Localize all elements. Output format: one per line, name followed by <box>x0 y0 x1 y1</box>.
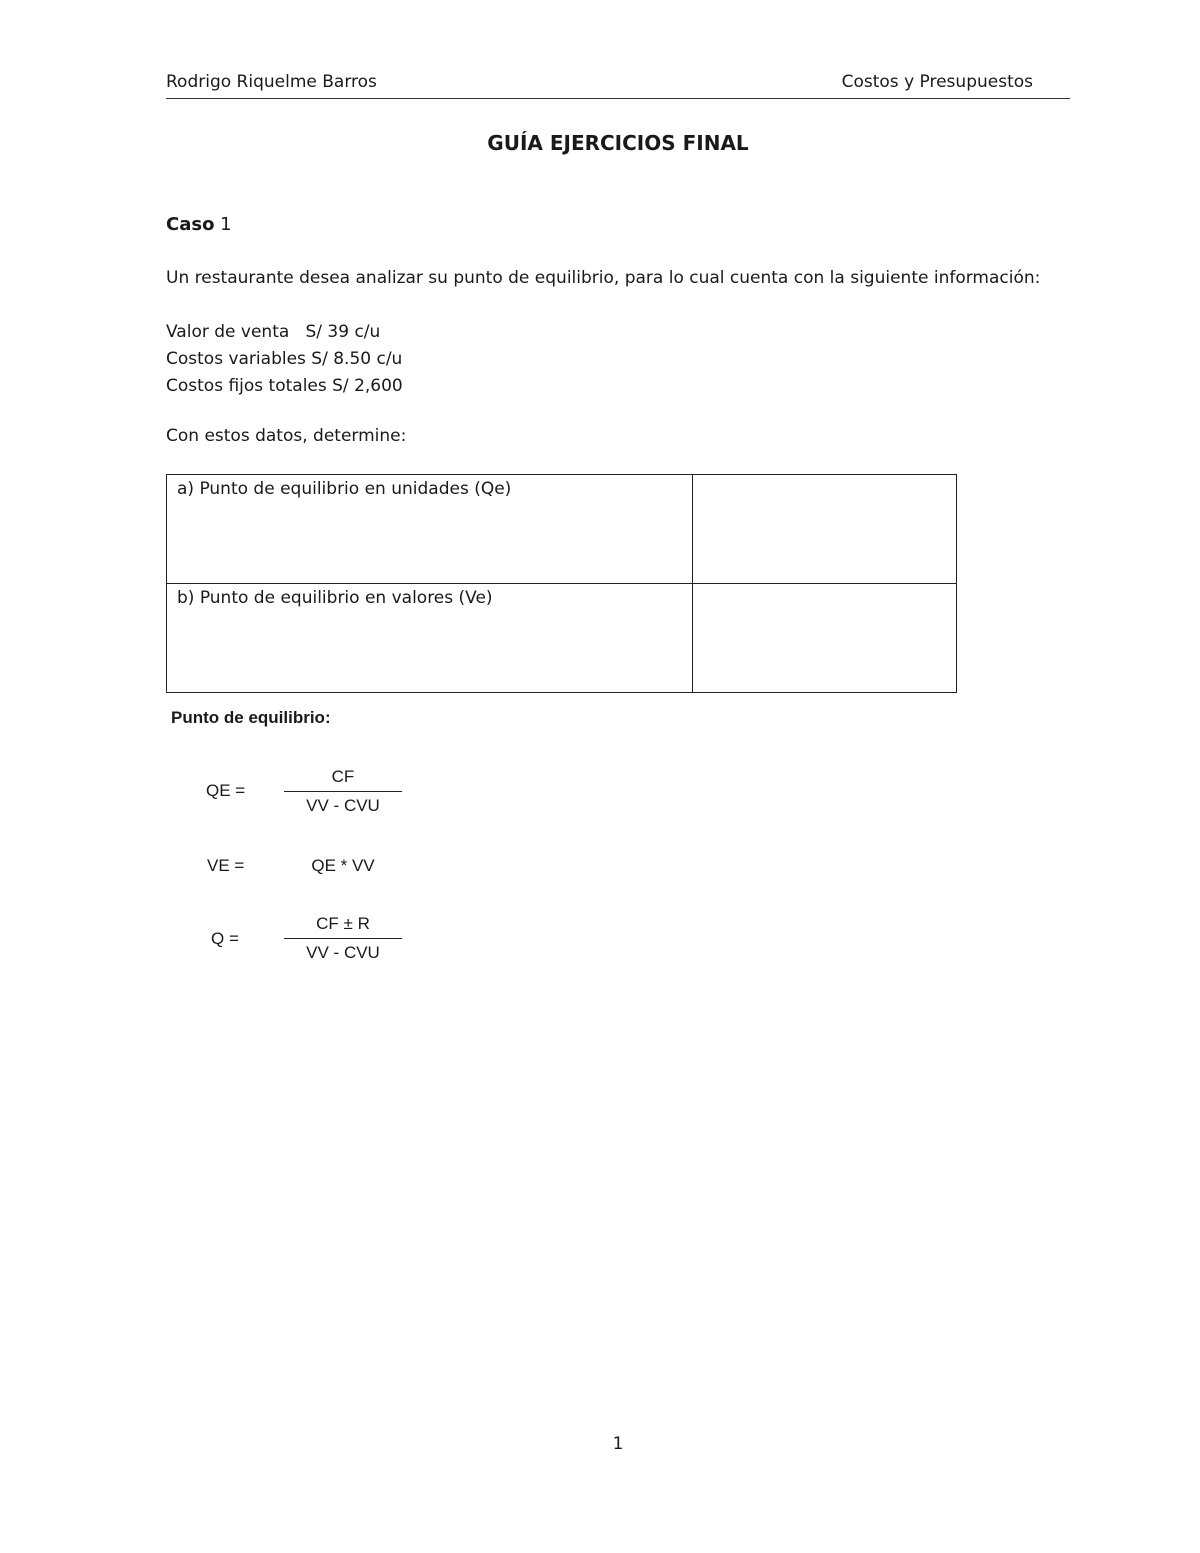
ve-label: VE = <box>207 856 245 875</box>
q-denominator: VV - CVU <box>306 943 380 962</box>
data-variable-costs: Costos variables S/ 8.50 c/u <box>166 349 403 369</box>
document-title: GUÍA EJERCICIOS FINAL <box>487 131 749 155</box>
page-number: 1 <box>612 1434 624 1454</box>
case-intro: Un restaurante desea analizar su punto de equilibrio, para lo cual cuenta con la siguiente información: <box>166 268 1041 288</box>
ve-expression: QE * VV <box>311 856 375 875</box>
case-number: 1 <box>220 214 232 235</box>
header-course: Costos y Presupuestos <box>841 72 1033 92</box>
qe-fraction-bar <box>284 791 402 792</box>
q-label: Q = <box>211 929 239 948</box>
case-data <box>166 319 403 400</box>
table-row <box>167 584 957 693</box>
header-author: Rodrigo Riquelme Barros <box>166 72 377 92</box>
question-a: a) Punto de equilibrio en unidades (Qe) <box>167 475 693 584</box>
case-heading <box>166 214 232 235</box>
qe-numerator: CF <box>331 767 355 786</box>
answer-a-cell[interactable] <box>693 475 957 584</box>
data-fixed-costs: Costos fijos totales S/ 2,600 <box>166 376 403 396</box>
q-fraction <box>284 914 402 963</box>
qe-denominator: VV - CVU <box>306 796 380 815</box>
table-row <box>167 475 957 584</box>
answer-b-cell[interactable] <box>693 584 957 693</box>
answers-table <box>166 474 957 693</box>
formulas-title: Punto de equilibrio: <box>171 708 331 727</box>
q-numerator: CF ± R <box>316 914 370 933</box>
data-sale-value: Valor de venta S/ 39 c/u <box>166 322 381 342</box>
question-b: b) Punto de equilibrio en valores (Ve) <box>167 584 693 693</box>
page-header <box>166 72 1070 99</box>
q-fraction-bar <box>284 938 402 939</box>
qe-label: QE = <box>206 781 246 800</box>
determine-instruction: Con estos datos, determine: <box>166 426 407 446</box>
formulas-image <box>166 700 406 980</box>
case-label: Caso <box>166 214 215 235</box>
qe-fraction <box>284 767 402 816</box>
